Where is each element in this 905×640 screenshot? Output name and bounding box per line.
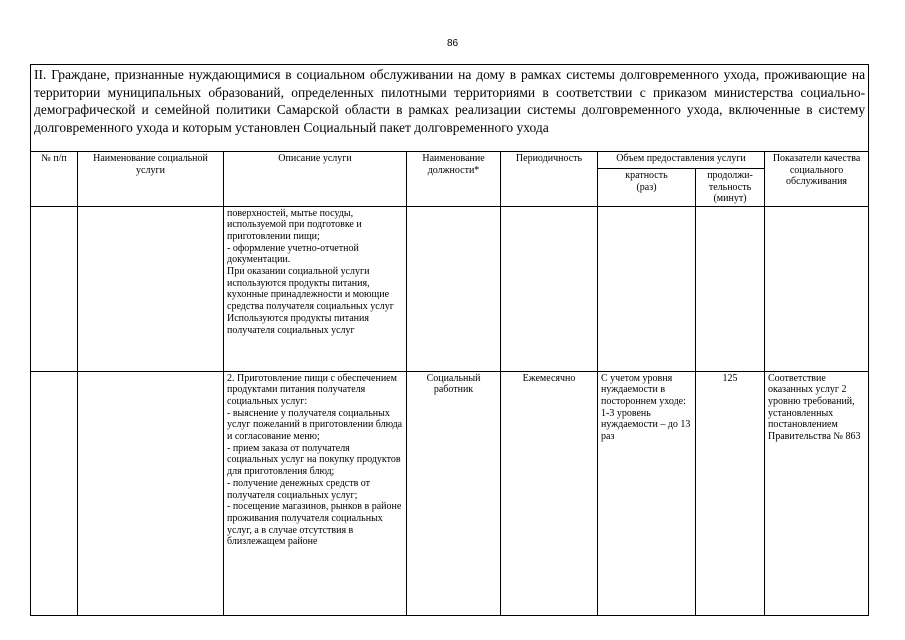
cell-position: Социальный работник	[407, 371, 501, 615]
cell-frequency: С учетом уровня нуждаемости в постороннем уходе: 1-3 уровень нуждаемости – до 13 раз	[598, 371, 696, 615]
cell-periodicity	[501, 206, 598, 371]
cell-periodicity: Ежемесячно	[501, 371, 598, 615]
cell-position	[407, 206, 501, 371]
header-service-name: Наименование социальной услуги	[78, 152, 224, 207]
cell-number	[31, 206, 78, 371]
cell-number	[31, 371, 78, 615]
cell-description: 2. Приготовление пищи с обеспечением продуктами питания получателя социальных услуг: - выяснение у получателя социальных услуг пожеланий в приготовлении блюда и согласование меню; - прием заказа от получателя социальных услуг на покупку продуктов для приготовления блюд; - получение денежных средств от получателя социальных услуг; - посещение магазинов, рынков в районе проживания получателя социальных услуг, а в случае отсутствия в близлежащем районе	[224, 371, 407, 615]
cell-service-name	[78, 371, 224, 615]
header-quality: Показатели качества социального обслуживания	[765, 152, 869, 207]
cell-frequency	[598, 206, 696, 371]
table-row	[31, 371, 869, 615]
cell-duration	[696, 206, 765, 371]
header-number: № п/п	[31, 152, 78, 207]
header-periodicity: Периодичность	[501, 152, 598, 207]
cell-quality: Соответствие оказанных услуг 2 уровню требований, установленных постановлением Правительства № 863	[765, 371, 869, 615]
cell-duration: 125	[696, 371, 765, 615]
services-table	[30, 64, 869, 616]
page-number: 86	[446, 38, 459, 49]
header-frequency: кратность (раз)	[598, 169, 696, 207]
section-heading-row	[31, 65, 869, 152]
table-header-row	[31, 152, 869, 169]
cell-description: поверхностей, мытье посуды, используемой при подготовке и приготовлении пищи; - оформление учетно-отчетной документации. При оказании социальной услуги используются продукты питания, кухонные принадлежности и моющие средства получателя социальных услуг Используются продукты питания получателя социальных услуг	[224, 206, 407, 371]
header-description: Описание услуги	[224, 152, 407, 207]
cell-quality	[765, 206, 869, 371]
cell-service-name	[78, 206, 224, 371]
header-position: Наименование должности*	[407, 152, 501, 207]
table-row	[31, 206, 869, 371]
header-volume-group: Объем предоставления услуги	[598, 152, 765, 169]
header-duration: продолжи- тельность (минут)	[696, 169, 765, 207]
section-heading: II. Граждане, признанные нуждающимися в социальном обслуживании на дому в рамках системы долговременного ухода, проживающие на территории муниципальных образований, определенных пилотными территориями в соответствии с приказом министерства социально-демографической и семейной политики Самарской области в рамках реализации системы долговременного ухода, включенные в систему долговременного ухода и которым установлен Социальный пакет долговременного ухода	[31, 65, 869, 152]
